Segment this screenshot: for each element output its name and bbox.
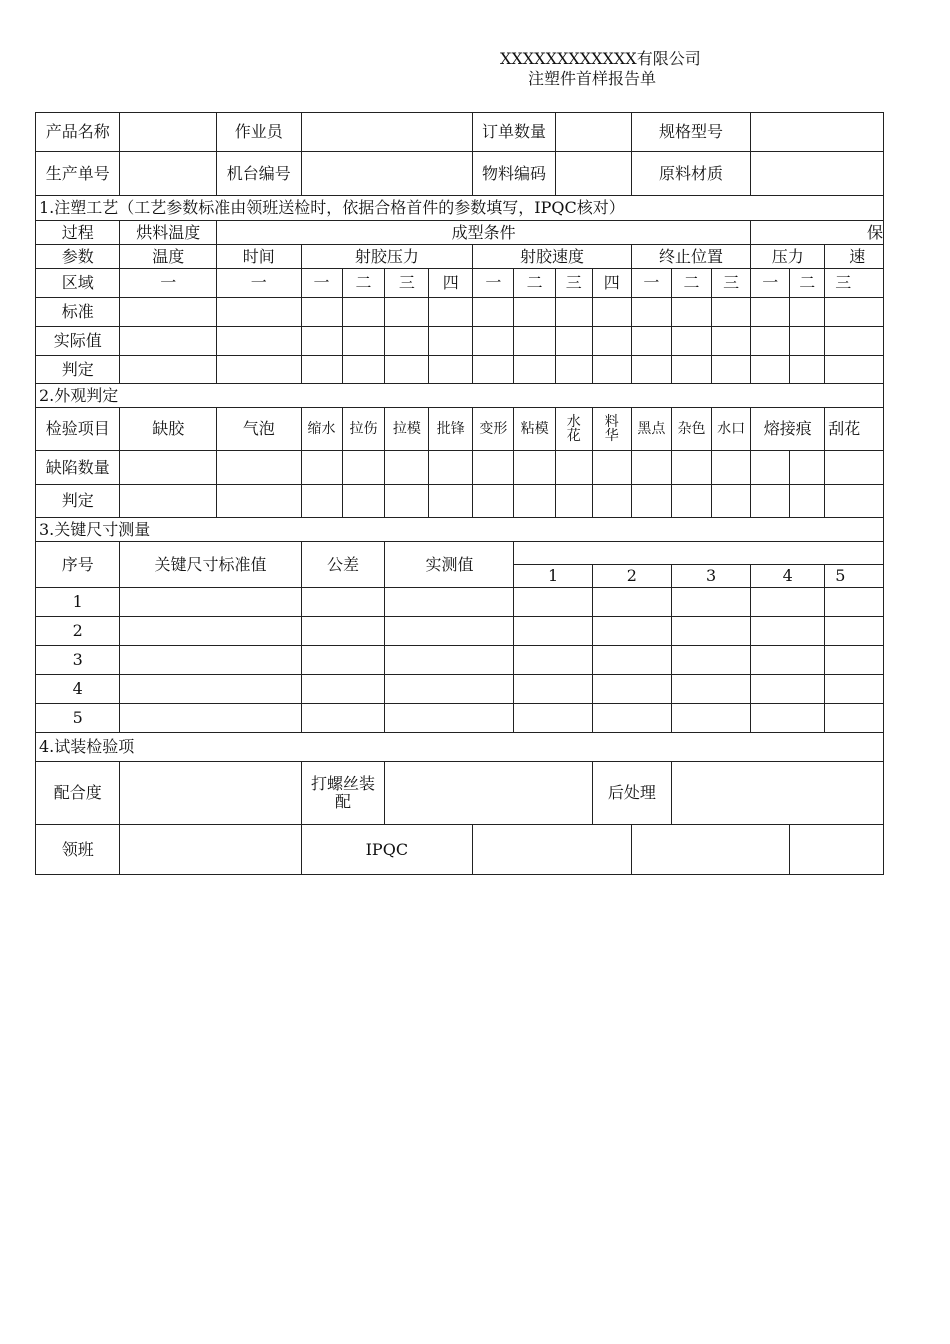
holding-label: 保: [751, 221, 884, 245]
input-cell[interactable]: [671, 485, 711, 518]
input-cell[interactable]: [712, 485, 751, 518]
dim-row-no: 5: [36, 704, 120, 733]
zone-cell: 三: [825, 269, 884, 298]
input-cell[interactable]: [120, 298, 217, 327]
input-cell[interactable]: [825, 485, 884, 518]
param-temperature: 温度: [120, 245, 217, 269]
input-cell[interactable]: [751, 356, 790, 384]
zone-cell: 四: [592, 269, 631, 298]
input-cell[interactable]: [120, 617, 301, 646]
label-dim-measured: 实测值: [385, 542, 514, 588]
input-cell[interactable]: [120, 588, 301, 617]
defect-qty-row: [36, 451, 884, 485]
input-cell[interactable]: [385, 704, 514, 733]
input-cell[interactable]: [217, 327, 301, 356]
input-cell[interactable]: [385, 327, 429, 356]
label-defect-qty: 缺陷数量: [36, 451, 120, 485]
input-cell[interactable]: [385, 646, 514, 675]
input-cell[interactable]: [592, 675, 671, 704]
input-cell[interactable]: [592, 617, 671, 646]
section-2-row: [36, 384, 884, 408]
input-cell[interactable]: [385, 617, 514, 646]
input-cell[interactable]: [555, 356, 592, 384]
input-cell[interactable]: [120, 485, 217, 518]
input-cell[interactable]: [825, 356, 884, 384]
input-cell[interactable]: [514, 451, 555, 485]
sample-no: 3: [671, 565, 750, 588]
input-cell[interactable]: [671, 646, 750, 675]
input-cell[interactable]: [120, 356, 217, 384]
header-row-1: [36, 113, 884, 152]
judgement-row: [36, 356, 884, 384]
input-cell[interactable]: [825, 327, 884, 356]
section-4-title: 4.试装检验项: [36, 733, 884, 762]
label-dim-standard: 关键尺寸标准值: [120, 542, 301, 588]
input-cell[interactable]: [790, 356, 825, 384]
field-team-leader[interactable]: [120, 825, 301, 875]
input-cell[interactable]: [301, 617, 385, 646]
input-cell[interactable]: [751, 675, 825, 704]
input-cell[interactable]: [514, 617, 592, 646]
input-cell[interactable]: [825, 675, 884, 704]
field-screw-assembly[interactable]: [385, 762, 592, 825]
input-cell[interactable]: [301, 298, 342, 327]
zone-cell: 二: [790, 269, 825, 298]
input-cell[interactable]: [514, 588, 592, 617]
param-pressure: 压力: [751, 245, 825, 269]
zone-cell: 二: [342, 269, 385, 298]
input-cell[interactable]: [825, 588, 884, 617]
standard-row: [36, 298, 884, 327]
input-cell[interactable]: [790, 327, 825, 356]
input-cell[interactable]: [473, 298, 514, 327]
input-cell[interactable]: [592, 451, 631, 485]
input-cell[interactable]: [514, 356, 555, 384]
input-cell[interactable]: [385, 588, 514, 617]
label-operator: 作业员: [217, 113, 301, 152]
label-fit: 配合度: [36, 762, 120, 825]
input-cell[interactable]: [473, 327, 514, 356]
zone-row: [36, 269, 884, 298]
input-cell[interactable]: [120, 646, 301, 675]
input-cell[interactable]: [429, 485, 473, 518]
input-cell[interactable]: [514, 327, 555, 356]
input-cell[interactable]: [514, 485, 555, 518]
input-cell[interactable]: [385, 451, 429, 485]
dimension-row: [36, 588, 884, 617]
input-cell[interactable]: [592, 588, 671, 617]
row-label-standard: 标准: [36, 298, 120, 327]
param-time: 时间: [217, 245, 301, 269]
field-operator[interactable]: [301, 113, 473, 152]
input-cell[interactable]: [120, 675, 301, 704]
section-2-title: 2.外观判定: [36, 384, 884, 408]
input-cell[interactable]: [671, 704, 750, 733]
label-ipqc: IPQC: [301, 825, 473, 875]
input-cell[interactable]: [429, 451, 473, 485]
input-cell[interactable]: [751, 451, 790, 485]
zone-cell: 一: [473, 269, 514, 298]
field-post-process[interactable]: [671, 762, 883, 825]
input-cell[interactable]: [751, 704, 825, 733]
field-raw-material[interactable]: [751, 152, 884, 196]
input-cell[interactable]: [592, 356, 631, 384]
input-cell[interactable]: [671, 356, 711, 384]
input-cell[interactable]: [301, 675, 385, 704]
section-1-row: [36, 196, 884, 221]
input-cell[interactable]: [385, 298, 429, 327]
param-end-position: 终止位置: [631, 245, 750, 269]
row-label-actual: 实际值: [36, 327, 120, 356]
defect-item: 料华: [592, 408, 631, 451]
input-cell[interactable]: [342, 485, 385, 518]
form-title: 注塑件首样报告单: [528, 69, 657, 88]
dimension-header-row-1: [36, 542, 884, 565]
input-cell[interactable]: [555, 451, 592, 485]
input-cell[interactable]: [514, 675, 592, 704]
input-cell[interactable]: [217, 298, 301, 327]
input-cell[interactable]: [751, 646, 825, 675]
zone-cell: 三: [385, 269, 429, 298]
input-cell[interactable]: [671, 588, 750, 617]
input-cell[interactable]: [473, 451, 514, 485]
header-row-2: [36, 152, 884, 196]
molding-conditions-label: 成型条件: [217, 221, 751, 245]
defect-item: 水花: [555, 408, 592, 451]
label-inspection-item: 检验项目: [36, 408, 120, 451]
zone-cell: 一: [751, 269, 790, 298]
input-cell[interactable]: [592, 298, 631, 327]
input-cell[interactable]: [671, 617, 750, 646]
label-spec-model: 规格型号: [631, 113, 750, 152]
param-injection-speed: 射胶速度: [473, 245, 632, 269]
input-cell[interactable]: [712, 451, 751, 485]
zone-cell: 一: [120, 269, 217, 298]
input-cell[interactable]: [631, 298, 671, 327]
input-cell[interactable]: [342, 451, 385, 485]
param-speed: 速: [825, 245, 884, 269]
label-team-leader: 领班: [36, 825, 120, 875]
dim-row-no: 3: [36, 646, 120, 675]
input-cell[interactable]: [825, 451, 884, 485]
defect-item: 杂色: [671, 408, 711, 451]
label-production-no: 生产单号: [36, 152, 120, 196]
zone-cell: 二: [671, 269, 711, 298]
param-row: [36, 245, 884, 269]
trial-assembly-row: [36, 762, 884, 825]
actual-row: [36, 327, 884, 356]
input-cell[interactable]: [712, 327, 751, 356]
input-cell[interactable]: [514, 298, 555, 327]
input-cell[interactable]: [342, 327, 385, 356]
label-dim-tolerance: 公差: [301, 542, 385, 588]
label-appearance-judgement: 判定: [36, 485, 120, 518]
input-cell[interactable]: [671, 675, 750, 704]
input-cell[interactable]: [120, 704, 301, 733]
dim-row-no: 2: [36, 617, 120, 646]
zone-cell: 二: [514, 269, 555, 298]
input-cell[interactable]: [120, 451, 217, 485]
section-1-title: 1.注塑工艺（工艺参数标准由领班送检时，依据合格首件的参数填写，IPQC核对）: [36, 196, 884, 221]
defect-item: 粘模: [514, 408, 555, 451]
label-material-code: 物料编码: [473, 152, 556, 196]
input-cell[interactable]: [671, 298, 711, 327]
dimension-row: [36, 617, 884, 646]
input-cell[interactable]: [825, 617, 884, 646]
field-signature-extra[interactable]: [790, 825, 884, 875]
input-cell[interactable]: [429, 298, 473, 327]
input-cell[interactable]: [385, 675, 514, 704]
defect-item: 水口: [712, 408, 751, 451]
appearance-judgement-row: [36, 485, 884, 518]
sample-no: 1: [514, 565, 592, 588]
field-machine-no[interactable]: [301, 152, 473, 196]
input-cell[interactable]: [555, 485, 592, 518]
label-post-process: 后处理: [592, 762, 671, 825]
input-cell[interactable]: [751, 327, 790, 356]
input-cell[interactable]: [429, 356, 473, 384]
report-grid: [35, 112, 884, 875]
zone-cell: 一: [631, 269, 671, 298]
dimension-row: [36, 704, 884, 733]
label-dim-no: 序号: [36, 542, 120, 588]
zone-cell: 一: [301, 269, 342, 298]
input-cell[interactable]: [555, 298, 592, 327]
input-cell[interactable]: [514, 704, 592, 733]
label-raw-material: 原料材质: [631, 152, 750, 196]
defect-item: 缺胶: [120, 408, 217, 451]
input-cell[interactable]: [301, 646, 385, 675]
section-3-title: 3.关键尺寸测量: [36, 518, 884, 542]
defect-item: 黑点: [631, 408, 671, 451]
input-cell[interactable]: [120, 327, 217, 356]
field-ipqc[interactable]: [473, 825, 632, 875]
input-cell[interactable]: [301, 356, 342, 384]
row-label-zone: 区域: [36, 269, 120, 298]
input-cell[interactable]: [631, 327, 671, 356]
document-title: [500, 49, 760, 89]
field-signature-extra[interactable]: [631, 825, 789, 875]
input-cell[interactable]: [751, 588, 825, 617]
field-production-no[interactable]: [120, 152, 217, 196]
input-cell[interactable]: [712, 356, 751, 384]
input-cell[interactable]: [751, 617, 825, 646]
field-product-name[interactable]: [120, 113, 217, 152]
section-3-row: [36, 518, 884, 542]
input-cell[interactable]: [631, 356, 671, 384]
input-cell[interactable]: [592, 327, 631, 356]
input-cell[interactable]: [825, 704, 884, 733]
company-name: XXXXXXXXXXXX有限公司: [500, 49, 701, 68]
label-machine-no: 机台编号: [217, 152, 301, 196]
input-cell[interactable]: [671, 327, 711, 356]
zone-cell: 三: [712, 269, 751, 298]
sample-no: 4: [751, 565, 825, 588]
input-cell[interactable]: [825, 298, 884, 327]
input-cell[interactable]: [592, 646, 671, 675]
defect-item: 刮花: [825, 408, 884, 451]
field-order-qty[interactable]: [555, 113, 631, 152]
sample-no: 2: [592, 565, 671, 588]
input-cell[interactable]: [825, 646, 884, 675]
input-cell[interactable]: [631, 451, 671, 485]
input-cell[interactable]: [631, 485, 671, 518]
section-4-row: [36, 733, 884, 762]
input-cell[interactable]: [514, 646, 592, 675]
label-product-name: 产品名称: [36, 113, 120, 152]
label-screw-assembly: 打螺丝装配: [301, 762, 385, 825]
input-cell[interactable]: [790, 451, 825, 485]
input-cell[interactable]: [473, 356, 514, 384]
zone-cell: 三: [555, 269, 592, 298]
defect-item: 变形: [473, 408, 514, 451]
input-cell[interactable]: [342, 298, 385, 327]
input-cell[interactable]: [385, 485, 429, 518]
row-label-process: 过程: [36, 221, 120, 245]
input-cell[interactable]: [217, 485, 301, 518]
defect-item: 拉模: [385, 408, 429, 451]
input-cell[interactable]: [342, 356, 385, 384]
signature-row: [36, 825, 884, 875]
defect-item: 熔接痕: [751, 408, 825, 451]
process-row: [36, 221, 884, 245]
input-cell[interactable]: [751, 485, 790, 518]
input-cell[interactable]: [429, 327, 473, 356]
input-cell[interactable]: [301, 451, 342, 485]
dimension-row: [36, 646, 884, 675]
input-cell[interactable]: [301, 704, 385, 733]
field-spec-model[interactable]: [751, 113, 884, 152]
row-label-judgement: 判定: [36, 356, 120, 384]
defect-item: 批锋: [429, 408, 473, 451]
input-cell[interactable]: [217, 356, 301, 384]
zone-cell: 四: [429, 269, 473, 298]
input-cell[interactable]: [555, 327, 592, 356]
dim-row-no: 4: [36, 675, 120, 704]
drying-temp-label: 烘料温度: [120, 221, 217, 245]
inspection-item-row: [36, 408, 884, 451]
dimension-row: [36, 675, 884, 704]
input-cell[interactable]: [385, 356, 429, 384]
field-fit[interactable]: [120, 762, 301, 825]
input-cell[interactable]: [712, 298, 751, 327]
defect-item: 拉伤: [342, 408, 385, 451]
input-cell[interactable]: [790, 485, 825, 518]
input-cell[interactable]: [592, 485, 631, 518]
input-cell[interactable]: [751, 298, 790, 327]
sample-no: 5: [825, 565, 884, 588]
input-cell[interactable]: [301, 327, 342, 356]
samples-header-band: [514, 542, 884, 565]
label-order-qty: 订单数量: [473, 113, 556, 152]
input-cell[interactable]: [473, 485, 514, 518]
param-injection-pressure: 射胶压力: [301, 245, 473, 269]
input-cell[interactable]: [671, 451, 711, 485]
defect-item: 气泡: [217, 408, 301, 451]
input-cell[interactable]: [790, 298, 825, 327]
row-label-param: 参数: [36, 245, 120, 269]
input-cell[interactable]: [301, 588, 385, 617]
defect-item: 缩水: [301, 408, 342, 451]
report-sheet: [35, 112, 884, 878]
zone-cell: 一: [217, 269, 301, 298]
input-cell[interactable]: [217, 451, 301, 485]
input-cell[interactable]: [301, 485, 342, 518]
input-cell[interactable]: [592, 704, 671, 733]
field-material-code[interactable]: [555, 152, 631, 196]
dim-row-no: 1: [36, 588, 120, 617]
